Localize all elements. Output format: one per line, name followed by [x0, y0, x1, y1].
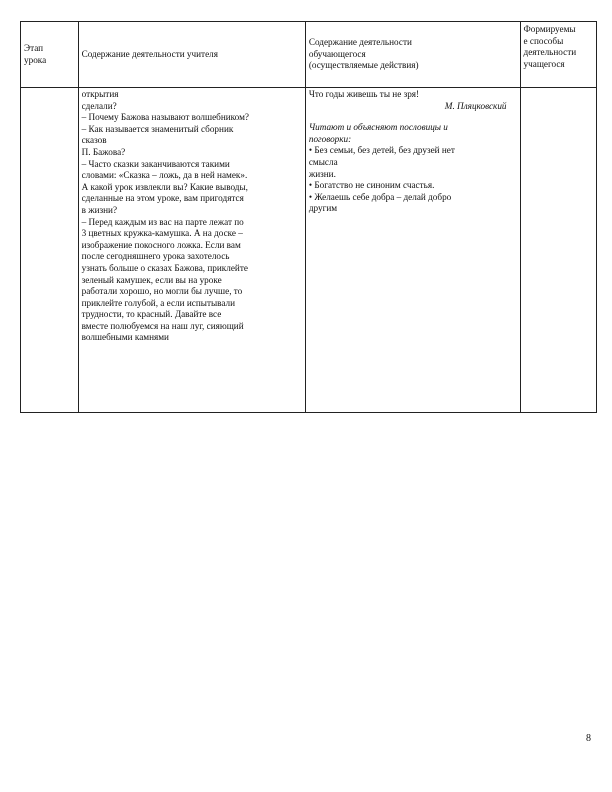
proverb-line: • Желаешь себе добра – делай добро	[308, 191, 452, 202]
teacher-text-line: сделали?	[81, 100, 117, 111]
teacher-text-line: изображение покосного ложка. Если вам	[81, 239, 241, 250]
page-number: 8	[586, 733, 591, 744]
teacher-text-line: после сегодняшнего урока захотелось	[81, 251, 230, 262]
proverb-line: жизни.	[308, 168, 336, 179]
teacher-text-line: – Почему Бажова называют волшебником?	[81, 112, 249, 123]
table-row	[21, 88, 597, 413]
student-quote: Что годы живешь ты не зря!	[308, 89, 420, 99]
header-student	[305, 22, 520, 88]
header-student-line: обучающегося	[308, 48, 366, 59]
cell-skills	[520, 88, 596, 413]
proverb-line: смысла	[308, 156, 338, 167]
header-stage-line: урока	[24, 54, 47, 65]
teacher-text-line: работали хорошо, но могли бы лучше, то	[81, 286, 243, 297]
header-skills	[520, 22, 596, 88]
teacher-text-line: словами: «Сказка – ложь, да в ней намек».	[81, 170, 248, 181]
header-skills-line: учащегося	[523, 58, 565, 69]
spacer	[309, 112, 517, 122]
quote-author: М. Пляцковский	[444, 100, 507, 111]
teacher-text-line: П. Бажова?	[81, 146, 126, 157]
teacher-text-line: трудности, то красный. Давайте все	[81, 309, 222, 320]
teacher-text-line: А какой урок извлекли вы? Какие выводы,	[81, 181, 248, 192]
header-teacher-line: Содержание деятельности учителя	[81, 48, 218, 59]
teacher-text-line: – Перед каждым из вас на парте лежат по	[81, 216, 244, 227]
proverb-line: другим	[308, 203, 338, 214]
header-student-line: (осуществляемые действия)	[308, 60, 419, 71]
teacher-text-line: открытия	[81, 89, 119, 99]
lesson-table	[20, 21, 597, 413]
header-stage	[21, 22, 79, 88]
header-skills-line: е способы	[523, 35, 564, 46]
teacher-text-line: сделанные на этом уроке, вам пригодятся	[81, 193, 244, 204]
teacher-text-line: волшебными камнями	[81, 332, 169, 343]
proverb-list	[309, 145, 517, 215]
teacher-text-line: узнать больше о сказах Бажова, приклейте	[81, 262, 248, 273]
cell-teacher-activity	[78, 88, 305, 413]
teacher-text-line: приклейте голубой, а если испытывали	[81, 297, 236, 308]
teacher-text-line: зеленый камушек, если вы на уроке	[81, 274, 222, 285]
student-instruction-line: поговорки:	[308, 133, 352, 144]
teacher-text-line: в жизни?	[81, 204, 118, 215]
table-header-row	[21, 22, 597, 88]
teacher-text-line: 3 цветных кружка-камушка. А на доске –	[81, 228, 243, 239]
header-teacher	[78, 22, 305, 88]
student-instruction-line: Читают и объясняют пословицы и	[308, 122, 448, 133]
teacher-text-line: – Как называется знаменитый сборник	[81, 123, 234, 134]
teacher-text-line: сказов	[81, 135, 107, 146]
header-stage-line: Этап	[24, 42, 44, 53]
cell-stage	[21, 88, 79, 413]
proverb-line: • Без семьи, без детей, без друзей нет	[308, 145, 455, 156]
teacher-text-line: – Часто сказки заканчиваются такими	[81, 158, 230, 169]
header-student-line: Содержание деятельности	[308, 37, 412, 48]
proverb-line: • Богатство не синоним счастья.	[308, 180, 435, 191]
header-skills-line: Формируемы	[523, 24, 576, 34]
header-skills-line: деятельности	[523, 47, 577, 58]
teacher-text-line: вместе полюбуемся на наш луг, сияющий	[81, 320, 244, 331]
cell-student-activity	[305, 88, 520, 413]
